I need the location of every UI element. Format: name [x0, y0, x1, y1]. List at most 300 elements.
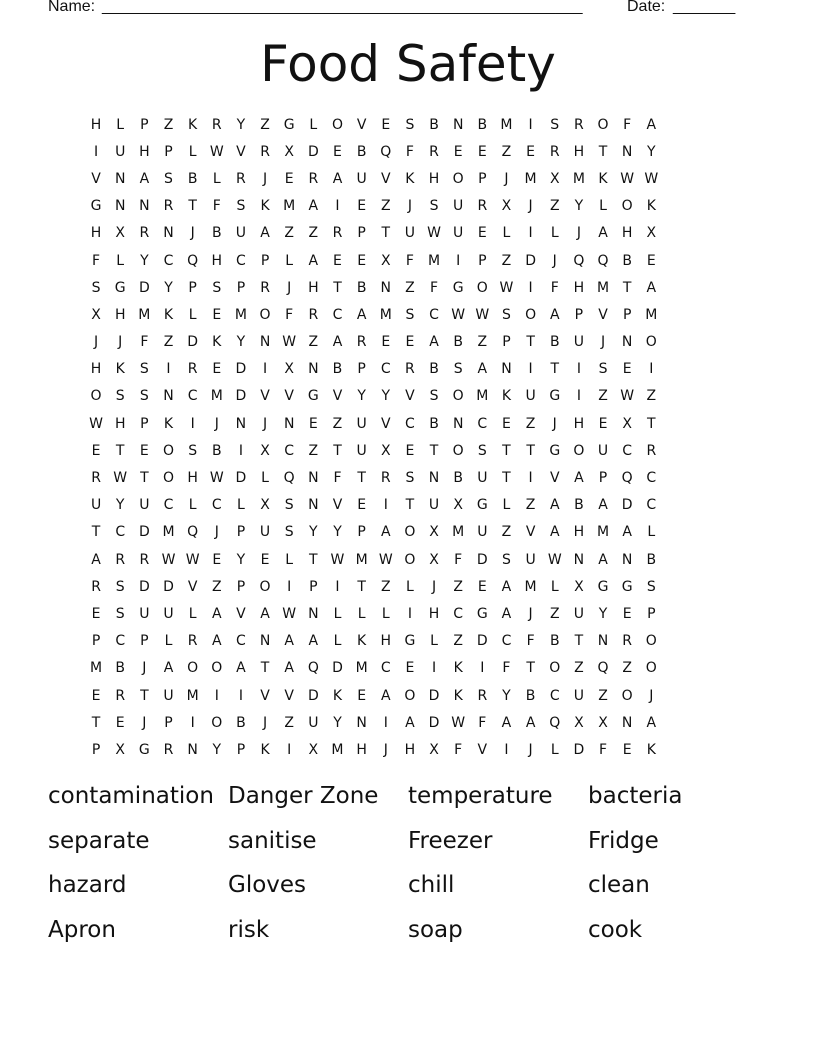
grid-letter: Y	[333, 714, 342, 731]
grid-letter: B	[356, 143, 367, 160]
grid-letter: S	[477, 442, 487, 459]
grid-letter: L	[116, 252, 125, 269]
grid-letter: V	[236, 143, 246, 160]
grid-letter: R	[477, 198, 488, 215]
grid-letter: W	[499, 279, 514, 296]
grid-letter: C	[115, 633, 126, 650]
grid-letter: H	[621, 225, 633, 242]
grid-letter: A	[501, 714, 512, 731]
grid-letter: L	[502, 497, 511, 514]
grid-letter: V	[598, 306, 608, 323]
grid-letter: A	[622, 524, 632, 541]
grid-letter: X	[115, 741, 125, 758]
grid-letter: S	[164, 170, 173, 187]
grid-letter: Z	[501, 143, 512, 160]
grid-letter: A	[163, 660, 174, 677]
grid-letter: N	[163, 388, 174, 405]
grid-letter: J	[552, 252, 557, 269]
grid-letter: I	[335, 198, 340, 215]
grid-letter: F	[550, 279, 559, 296]
grid-letter: R	[260, 279, 270, 296]
grid-letter: E	[91, 605, 101, 622]
grid-letter: T	[526, 334, 535, 351]
grid-letter: U	[115, 143, 126, 160]
grid-letter: U	[356, 442, 367, 459]
grid-letter: B	[574, 497, 584, 514]
grid-letter: E	[308, 415, 318, 432]
grid-letter: V	[380, 170, 391, 187]
grid-letter: O	[162, 442, 174, 459]
grid-letter: R	[163, 741, 174, 758]
grid-letter: V	[236, 605, 246, 622]
grid-letter: S	[115, 578, 125, 595]
word-bank-item: bacteria	[588, 783, 683, 809]
grid-letter: S	[429, 198, 439, 215]
grid-letter: E	[212, 306, 222, 323]
grid-letter: Q	[621, 470, 633, 487]
grid-letter: Q	[573, 252, 585, 269]
grid-letter: Q	[283, 470, 295, 487]
grid-letter: Z	[284, 225, 294, 242]
grid-letter: D	[138, 279, 150, 296]
grid-letter: K	[188, 116, 198, 133]
grid-letter: R	[646, 442, 657, 459]
grid-letter: O	[404, 524, 416, 541]
grid-letter: A	[260, 605, 270, 622]
grid-letter: R	[429, 143, 439, 160]
grid-letter: F	[285, 306, 294, 323]
grid-letter: O	[259, 578, 271, 595]
grid-letter: U	[428, 497, 440, 514]
grid-letter: L	[164, 633, 173, 650]
grid-letter: J	[528, 198, 533, 215]
grid-letter: P	[260, 252, 270, 269]
grid-letter: J	[576, 225, 581, 242]
grid-letter: N	[452, 415, 464, 432]
grid-row	[84, 410, 734, 437]
word-bank-item: cook	[588, 916, 643, 943]
grid-letter: J	[649, 687, 654, 704]
grid-letter: A	[236, 660, 246, 677]
grid-letter: G	[307, 388, 319, 405]
grid-letter: J	[383, 741, 388, 758]
grid-letter: C	[236, 633, 246, 650]
grid-letter: H	[187, 470, 198, 487]
grid-letter: K	[598, 170, 608, 187]
grid-letter: E	[405, 334, 415, 351]
grid-letter: O	[90, 388, 102, 405]
grid-letter: B	[429, 415, 439, 432]
grid-letter: B	[187, 170, 198, 187]
grid-letter: C	[332, 306, 343, 323]
grid-letter: O	[259, 306, 271, 323]
grid-letter: E	[405, 660, 415, 677]
grid-letter: K	[260, 198, 270, 215]
grid-row	[84, 356, 734, 383]
grid-letter: B	[453, 334, 463, 351]
grid-letter: A	[332, 334, 343, 351]
grid-letter: E	[357, 687, 367, 704]
grid-letter: J	[407, 198, 412, 215]
grid-letter: U	[477, 470, 488, 487]
grid-letter: R	[236, 170, 246, 187]
grid-row	[84, 682, 734, 709]
grid-letter: M	[572, 170, 585, 187]
grid-letter: L	[188, 143, 197, 160]
grid-letter: G	[404, 633, 416, 650]
grid-row	[84, 329, 734, 356]
grid-letter: S	[139, 361, 149, 378]
grid-letter: P	[357, 361, 366, 378]
grid-letter: V	[356, 116, 367, 133]
grid-letter: U	[525, 388, 536, 405]
grid-letter: W	[161, 551, 176, 568]
grid-letter: J	[528, 741, 533, 758]
grid-letter: U	[356, 415, 367, 432]
grid-letter: F	[140, 334, 149, 351]
grid-letter: T	[91, 714, 101, 731]
grid-row	[84, 464, 734, 491]
grid-letter: E	[212, 551, 222, 568]
grid-letter: R	[260, 143, 270, 160]
grid-letter: D	[235, 388, 247, 405]
grid-letter: E	[357, 252, 367, 269]
grid-letter: S	[429, 388, 439, 405]
grid-letter: F	[454, 741, 463, 758]
grid-letter: F	[405, 252, 414, 269]
grid-letter: O	[331, 116, 343, 133]
grid-letter: G	[90, 198, 102, 215]
grid-letter: N	[621, 334, 633, 351]
grid-letter: X	[115, 225, 125, 242]
grid-letter: D	[307, 687, 319, 704]
grid-letter: D	[525, 252, 536, 269]
grid-letter: E	[357, 198, 367, 215]
grid-letter: Z	[260, 116, 270, 133]
grid-letter: J	[94, 334, 99, 351]
grid-row	[84, 138, 734, 165]
grid-letter: B	[211, 225, 222, 242]
grid-letter: P	[236, 524, 246, 541]
grid-letter: V	[380, 415, 391, 432]
grid-letter: W	[547, 551, 562, 568]
grid-letter: P	[357, 225, 366, 242]
grid-letter: F	[92, 252, 101, 269]
grid-letter: D	[138, 524, 150, 541]
grid-letter: M	[90, 660, 103, 677]
grid-letter: R	[115, 551, 126, 568]
grid-letter: Y	[381, 388, 391, 405]
grid-letter: V	[332, 497, 343, 514]
grid-letter: U	[90, 497, 102, 514]
grid-letter: M	[234, 306, 247, 323]
grid-letter: B	[429, 116, 439, 133]
grid-letter: X	[598, 714, 608, 731]
grid-letter: N	[597, 633, 609, 650]
grid-letter: E	[357, 497, 367, 514]
grid-letter: L	[188, 605, 197, 622]
grid-letter: X	[308, 741, 319, 758]
grid-letter: F	[623, 116, 632, 133]
grid-letter: C	[405, 415, 415, 432]
word-bank-item: risk	[228, 916, 270, 943]
grid-letter: Y	[212, 741, 222, 758]
grid-letter: P	[140, 116, 149, 133]
grid-letter: C	[380, 361, 391, 378]
grid-letter: O	[525, 306, 537, 323]
grid-letter: N	[163, 225, 174, 242]
grid-letter: O	[645, 633, 657, 650]
grid-row	[84, 220, 734, 247]
grid-letter: S	[598, 361, 608, 378]
grid-letter: T	[333, 442, 342, 459]
grid-letter: J	[142, 714, 147, 731]
grid-letter: B	[115, 660, 126, 677]
grid-letter: N	[259, 334, 271, 351]
grid-letter: R	[308, 170, 319, 187]
grid-letter: E	[333, 252, 342, 269]
grid-letter: A	[380, 524, 391, 541]
grid-letter: C	[380, 660, 391, 677]
grid-row	[84, 165, 734, 192]
grid-letter: K	[163, 306, 174, 323]
grid-letter: A	[380, 687, 391, 704]
grid-letter: O	[211, 660, 223, 677]
grid-letter: D	[235, 361, 247, 378]
grid-letter: L	[188, 306, 197, 323]
grid-letter: G	[114, 279, 126, 296]
grid-letter: L	[116, 116, 125, 133]
grid-letter: D	[476, 633, 488, 650]
grid-letter: U	[453, 198, 464, 215]
grid-letter: L	[550, 225, 559, 242]
grid-letter: A	[598, 225, 608, 242]
grid-letter: H	[90, 361, 102, 378]
grid-letter: J	[262, 714, 268, 731]
grid-letter: T	[140, 470, 149, 487]
grid-letter: L	[430, 633, 438, 650]
grid-letter: T	[622, 279, 632, 296]
grid-letter: N	[621, 714, 633, 731]
grid-letter: I	[528, 279, 533, 296]
grid-letter: Z	[501, 252, 512, 269]
grid-letter: I	[504, 741, 509, 758]
grid-letter: I	[262, 361, 268, 378]
grid-letter: P	[622, 306, 632, 323]
grid-letter: C	[163, 497, 174, 514]
grid-letter: T	[115, 442, 125, 459]
grid-letter: E	[212, 361, 222, 378]
grid-letter: N	[428, 470, 440, 487]
grid-letter: A	[284, 660, 294, 677]
grid-letter: E	[91, 687, 101, 704]
date-label: Date:	[627, 0, 666, 15]
grid-letter: B	[211, 442, 222, 459]
grid-letter: N	[283, 415, 295, 432]
grid-letter: A	[405, 714, 415, 731]
grid-letter: T	[502, 470, 511, 487]
grid-letter: X	[380, 442, 391, 459]
grid-letter: M	[596, 279, 610, 296]
grid-letter: V	[332, 388, 343, 405]
grid-letter: F	[454, 551, 463, 568]
grid-letter: R	[187, 361, 198, 378]
grid-letter: D	[307, 143, 319, 160]
grid-letter: O	[404, 551, 416, 568]
name-field-line[interactable]: ______________________________________________________	[102, 0, 583, 15]
grid-letter: C	[477, 415, 488, 432]
grid-letter: C	[236, 252, 246, 269]
grid-letter: U	[573, 687, 584, 704]
grid-letter: E	[139, 442, 149, 459]
grid-letter: T	[574, 633, 584, 650]
grid-letter: Z	[646, 388, 657, 405]
grid-letter: L	[188, 497, 197, 514]
grid-letter: W	[209, 143, 224, 160]
grid-letter: U	[477, 524, 488, 541]
grid-letter: O	[452, 388, 464, 405]
grid-letter: S	[139, 388, 149, 405]
grid-letter: K	[646, 198, 656, 215]
grid-letter: N	[259, 633, 271, 650]
grid-letter: A	[549, 306, 560, 323]
grid-letter: C	[549, 687, 560, 704]
grid-letter: J	[142, 660, 147, 677]
grid-letter: Y	[574, 198, 584, 215]
grid-letter: D	[428, 714, 440, 731]
grid-letter: Y	[598, 605, 608, 622]
grid-letter: R	[622, 633, 633, 650]
grid-letter: N	[308, 361, 319, 378]
grid-letter: H	[114, 306, 126, 323]
grid-row	[84, 274, 734, 301]
grid-letter: T	[526, 660, 535, 677]
grid-letter: P	[309, 578, 318, 595]
grid-letter: M	[331, 741, 344, 758]
grid-letter: A	[211, 633, 222, 650]
grid-letter: B	[525, 687, 536, 704]
grid-letter: C	[646, 470, 657, 487]
grid-letter: D	[573, 741, 585, 758]
grid-letter: W	[620, 388, 635, 405]
grid-letter: T	[140, 687, 149, 704]
grid-letter: Z	[525, 497, 536, 514]
grid-letter: N	[621, 551, 633, 568]
grid-letter: U	[163, 687, 174, 704]
grid-letter: O	[452, 442, 464, 459]
grid-row	[84, 383, 734, 410]
grid-letter: W	[475, 306, 490, 323]
grid-letter: Z	[308, 442, 319, 459]
grid-letter: S	[284, 497, 294, 514]
grid-letter: T	[260, 660, 270, 677]
grid-letter: D	[332, 660, 343, 677]
word-bank-item: hazard	[48, 872, 127, 898]
grid-letter: Q	[187, 252, 199, 269]
grid-letter: Z	[598, 388, 608, 405]
grid-letter: W	[185, 551, 200, 568]
grid-letter: P	[140, 633, 149, 650]
grid-row	[84, 573, 734, 600]
grid-letter: H	[573, 279, 585, 296]
grid-letter: I	[528, 116, 533, 133]
grid-letter: H	[356, 741, 367, 758]
date-field-line[interactable]: _______	[673, 0, 736, 15]
grid-letter: A	[429, 334, 439, 351]
grid-letter: Z	[332, 415, 343, 432]
grid-letter: O	[573, 442, 585, 459]
grid-letter: J	[287, 279, 292, 296]
word-bank-item: Fridge	[588, 827, 659, 854]
grid-letter: S	[405, 470, 415, 487]
grid-letter: Q	[380, 143, 392, 160]
grid-letter: S	[502, 306, 511, 323]
grid-letter: L	[357, 605, 366, 622]
grid-row	[84, 709, 734, 736]
grid-letter: T	[598, 143, 608, 160]
grid-letter: Y	[647, 143, 656, 160]
grid-letter: O	[404, 687, 416, 704]
grid-letter: V	[284, 388, 294, 405]
grid-letter: I	[407, 605, 412, 622]
grid-letter: Z	[308, 225, 319, 242]
grid-letter: X	[380, 252, 391, 269]
grid-letter: I	[649, 361, 654, 378]
page-title: Food Safety	[260, 35, 556, 93]
grid-letter: O	[211, 714, 223, 731]
grid-letter: V	[284, 687, 294, 704]
grid-letter: L	[333, 633, 342, 650]
grid-letter: S	[405, 116, 415, 133]
grid-letter: I	[383, 497, 388, 514]
grid-letter: I	[528, 225, 533, 242]
grid-letter: F	[430, 279, 439, 296]
grid-letter: T	[502, 442, 511, 459]
grid-letter: A	[356, 306, 367, 323]
grid-letter: J	[528, 605, 533, 622]
grid-letter: O	[645, 660, 657, 677]
grid-letter: N	[114, 198, 126, 215]
grid-letter: S	[188, 442, 198, 459]
grid-letter: U	[163, 605, 174, 622]
grid-letter: F	[478, 714, 487, 731]
grid-letter: I	[431, 660, 437, 677]
grid-letter: X	[429, 551, 439, 568]
grid-letter: J	[214, 415, 219, 432]
grid-letter: E	[477, 143, 487, 160]
grid-letter: Z	[549, 198, 560, 215]
grid-letter: N	[356, 714, 367, 731]
grid-row	[84, 492, 734, 519]
grid-letter: D	[621, 497, 633, 514]
grid-letter: K	[115, 361, 125, 378]
grid-letter: R	[187, 633, 198, 650]
grid-letter: D	[138, 578, 150, 595]
grid-letter: S	[550, 116, 560, 133]
grid-letter: H	[380, 633, 392, 650]
grid-letter: J	[262, 170, 268, 187]
grid-letter: N	[380, 279, 391, 296]
grid-letter: Z	[380, 578, 391, 595]
grid-letter: R	[356, 334, 367, 351]
grid-letter: E	[526, 143, 536, 160]
word-bank-item: soap	[408, 916, 463, 943]
grid-letter: P	[357, 524, 366, 541]
grid-letter: E	[598, 415, 608, 432]
grid-letter: E	[405, 442, 415, 459]
grid-letter: H	[211, 252, 223, 269]
grid-letter: M	[355, 660, 368, 677]
